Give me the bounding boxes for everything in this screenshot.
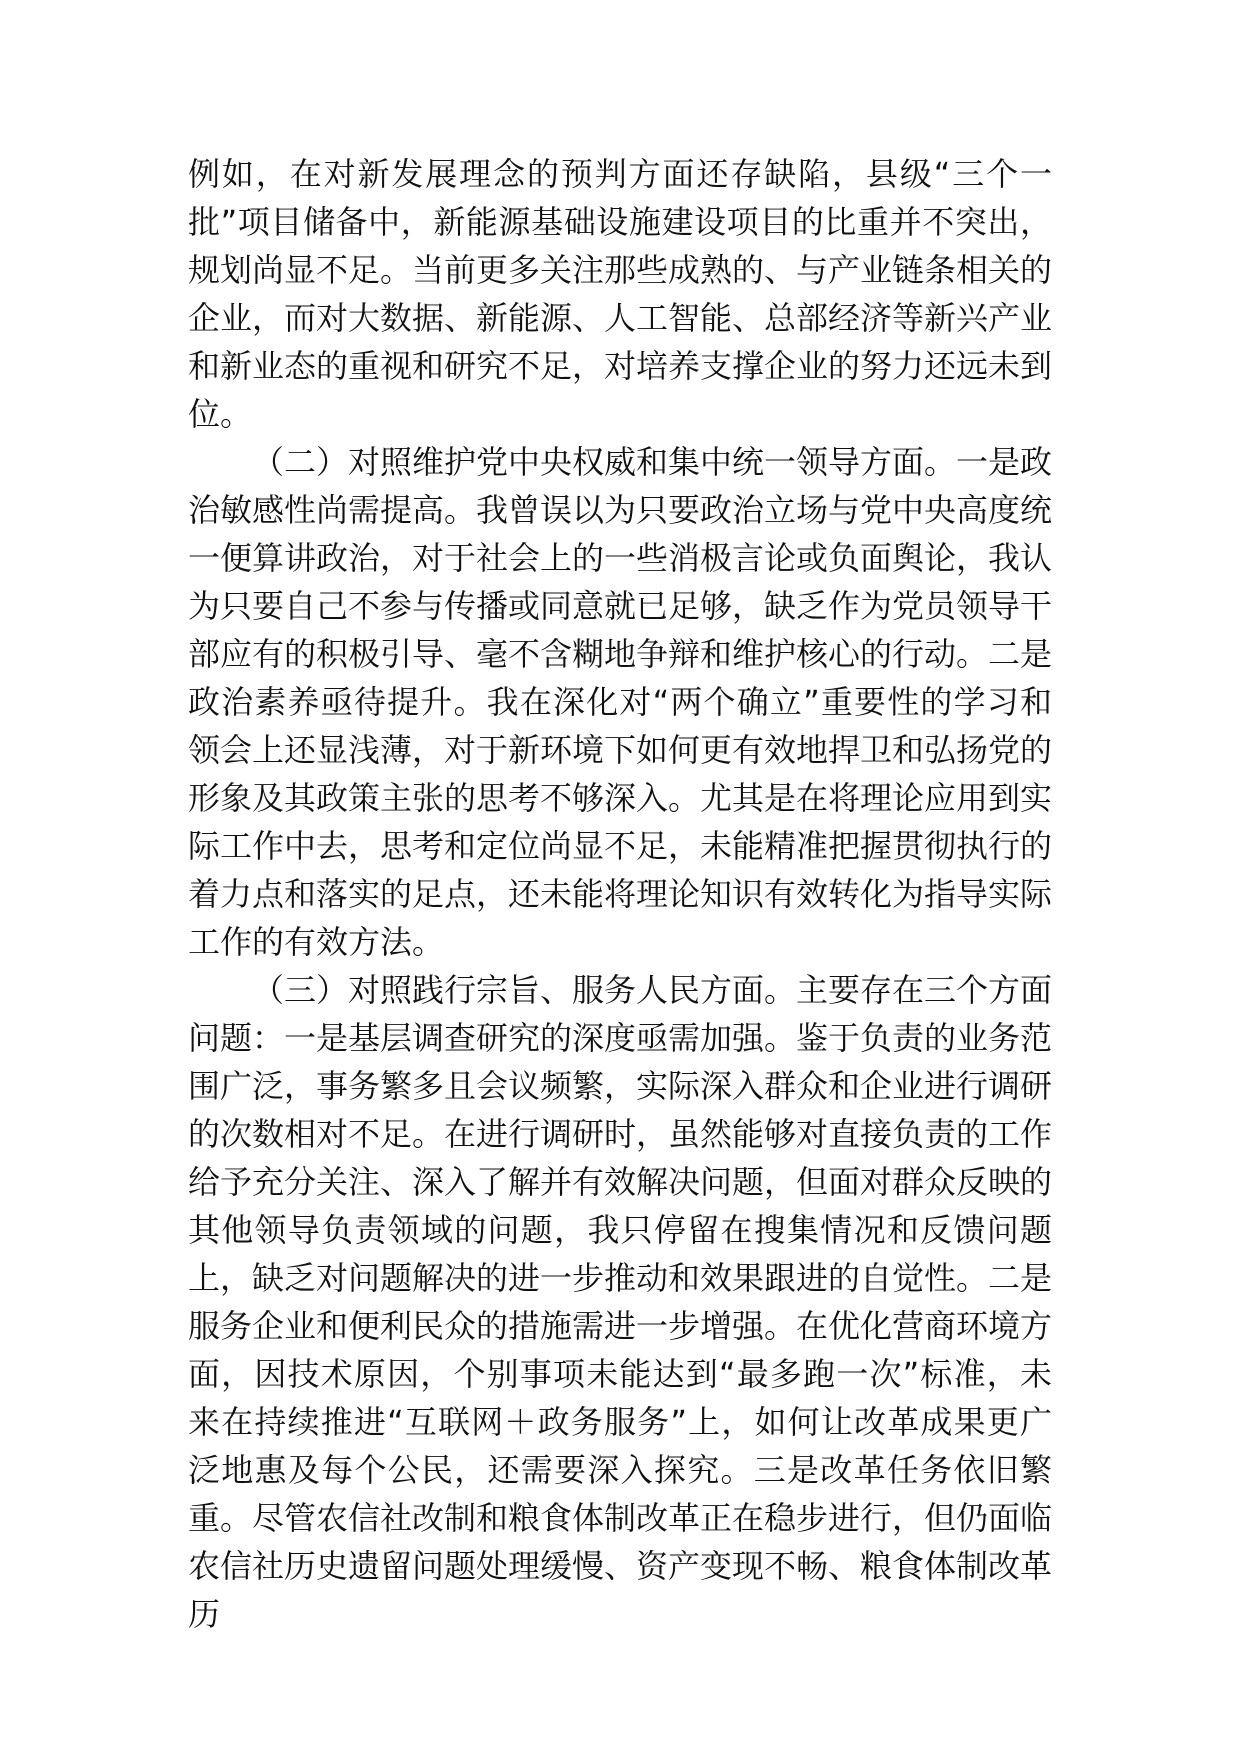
paragraph-section-3: （三）对照践行宗旨、服务人民方面。主要存在三个方面问题：一是基层调查研究的深度亟需加强。鉴于负责的业务范围广泛，事务繁多且会议频繁，实际深入群众和企业进行调研的次数相对不足。在进行调研时，虽然能够对直接负责的工作给予充分关注、深入了解并有效解决问题，但面对群众反映的其他领导负责领域的问题，我只停留在搜集情况和反馈问题上，缺乏对问题解决的进一步推动和效果跟进的自觉性。二是服务企业和便利民众的措施需进一步增强。在优化营商环境方面，因技术原因，个别事项未能达到“最多跑一次”标准，未来在持续推进“互联网＋政务服务”上，如何让改革成果更广泛地惠及每个公民，还需要深入探究。三是改革任务依旧繁重。尽管农信社改制和粮食体制改革正在稳步进行，但仍面临农信社历史遗留问题处理缓慢、资产变现不畅、粮食体制改革历 <box>188 971 1053 1633</box>
paragraph-section-2: （二）对照维护党中央权威和集中统一领导方面。一是政治敏感性尚需提高。我曾误以为只要政治立场与党中央高度统一便算讲政治，对于社会上的一些消极言论或负面舆论，我认为只要自己不参与传播或同意就已足够，缺乏作为党员领导干部应有的积极引导、毫不含糊地争辩和维护核心的行动。二是政治素养亟待提升。我在深化对“两个确立”重要性的学习和领会上还显浅薄，对于新环境下如何更有效地捍卫和弘扬党的形象及其政策主张的思考不够深入。尤其是在将理论应用到实际工作中去，思考和定位尚显不足，未能精准把握贯彻执行的着力点和落实的足点，还未能将理论知识有效转化为指导实际工作的有效方法。 <box>188 443 1053 961</box>
document-body <box>188 150 1052 1638</box>
paragraph-intro: 例如，在对新发展理念的预判方面还存缺陷，县级“三个一批”项目储备中，新能源基础设施建设项目的比重并不突出，规划尚显不足。当前更多关注那些成熟的、与产业链条相关的企业，而对大数据、新能源、人工智能、总部经济等新兴产业和新业态的重视和研究不足，对培养支撑企业的努力还远未到位。 <box>188 155 1053 433</box>
